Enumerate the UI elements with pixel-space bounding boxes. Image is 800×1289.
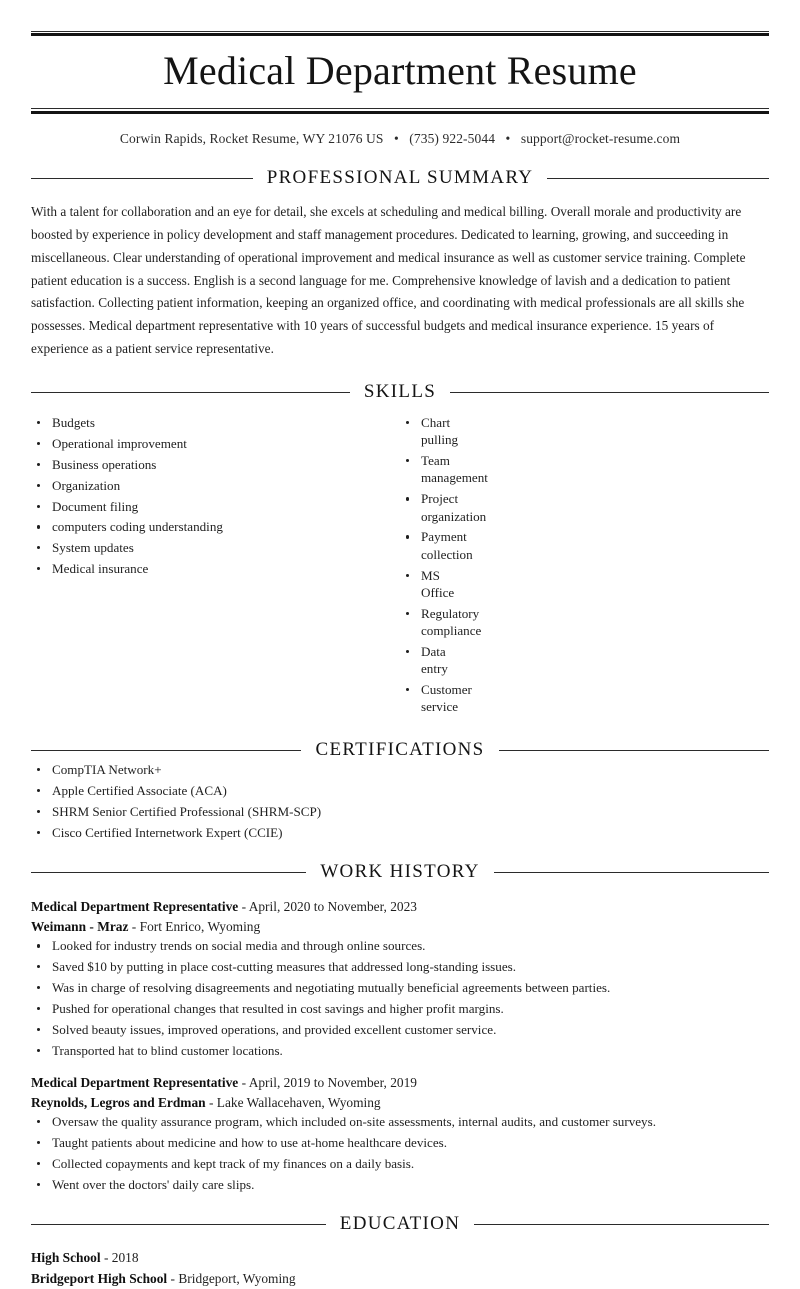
list-item: Operational improvement [31,435,400,452]
job-location: Lake Wallacehaven, Wyoming [216,1095,381,1111]
header-top-rule [31,31,769,36]
section-rule-right [474,1224,769,1225]
job-title-line [31,1073,769,1093]
skills-list-right [400,414,488,716]
contact-separator-1: • [393,131,399,146]
list-item: MS Office [400,567,421,602]
list-item: Cisco Certified Internetwork Expert (CCIE) [31,824,769,841]
section-title-certifications: CERTIFICATIONS [315,739,485,761]
section-header-certifications [31,739,769,761]
contact-separator-2: • [505,131,511,146]
list-item: computers coding understanding [31,518,400,535]
section-rule-left [31,750,301,751]
job-dash: - [241,1075,247,1091]
section-rule-right [499,750,769,751]
work-history-entry [31,1073,769,1193]
list-item: Solved beauty issues, improved operations, and provided excellent customer service. [31,1021,769,1038]
section-rule-left [31,872,306,873]
job-bullets [31,1113,769,1193]
section-rule-right [494,872,769,873]
list-item: Was in charge of resolving disagreements and negotiating mutually beneficial agreements between parties. [31,979,769,996]
list-item: System updates [31,539,400,556]
list-item: Budgets [31,414,400,431]
contact-phone: (735) 922-5044 [409,131,496,146]
job-location: Fort Enrico, Wyoming [139,919,261,935]
certifications-list [31,761,769,841]
section-header-education [31,1213,769,1235]
list-item: Regulatory compliance [400,605,421,640]
page-title: Medical Department Resume [163,48,637,93]
job-dates: April, 2020 to November, 2023 [248,899,417,915]
list-item: Transported hat to blind customer locations. [31,1042,769,1059]
section-rule-left [31,392,350,393]
list-item: Chart pulling [400,414,421,449]
list-item: Taught patients about medicine and how to use at-home healthcare devices. [31,1134,769,1151]
education-degree-line [31,1248,769,1268]
section-title-education: EDUCATION [339,1213,461,1235]
section-header-skills [31,381,769,403]
education-year: 2018 [111,1250,139,1266]
education-dash: - [103,1250,109,1266]
list-item: CompTIA Network+ [31,761,769,778]
list-item: Apple Certified Associate (ACA) [31,782,769,799]
list-item: Pushed for operational changes that resulted in cost savings and higher profit margins. [31,1000,769,1017]
list-item: Oversaw the quality assurance program, which included on-site assessments, internal audits, and customer surveys. [31,1113,769,1130]
skills-columns [31,414,769,719]
list-item: Payment collection [400,528,421,563]
resume-page [0,31,800,1287]
list-item: Project organization [400,490,421,525]
list-item: Collected copayments and kept track of my finances on a daily basis. [31,1155,769,1172]
job-title-line [31,897,769,917]
list-item: Organization [31,477,400,494]
section-rule-right [450,392,769,393]
education-school-line [31,1269,769,1289]
section-rule-right [547,178,769,179]
education-school: Bridgeport High School [31,1271,168,1287]
job-dash: - [131,919,137,935]
list-item: Medical insurance [31,560,400,577]
job-title: Medical Department Representative [31,1075,239,1091]
section-rule-left [31,178,253,179]
list-item: Document filing [31,498,400,515]
job-dash: - [208,1095,214,1111]
list-item: Saved $10 by putting in place cost-cutting measures that addressed long-standing issues. [31,958,769,975]
job-company: Weimann - Mraz [31,919,129,935]
list-item: SHRM Senior Certified Professional (SHRM-SCP) [31,803,769,820]
contact-email: support@rocket-resume.com [520,131,681,146]
job-bullets [31,937,769,1059]
summary-text: With a talent for collaboration and an eye for detail, she excels at scheduling and medical billing. Overall morale and productivity are boosted by experience in policy development and staff management procedures. Dedicated to learning, growing, and succeeding in miscellaneous. Clear understanding of operational improvement and medical insurance as well as customer service training. Complete patient education is a success. English is a second language for me. Comprehensive knowledge of lavish and a dedication to patient satisfaction. Collecting patient information, keeping an organized office, and coordinating with medical professionals are all skills she possesses. Medical department representative with 10 years of successful budgets and medical insurance experience. 15 years of experience as a patient service representative. [31,204,746,357]
job-dash: - [241,899,247,915]
section-title-work-history: WORK HISTORY [320,861,480,883]
job-company-line [31,917,769,937]
section-header-work-history [31,861,769,883]
list-item: Team management [400,452,421,487]
list-item: Customer service [400,681,421,716]
section-rule-left [31,1224,326,1225]
education-degree: High School [31,1250,101,1266]
education-entry [31,1248,769,1289]
list-item: Went over the doctors' daily care slips. [31,1176,769,1193]
list-item: Data entry [400,643,421,678]
header-bottom-rule [31,108,769,114]
section-title-summary: PROFESSIONAL SUMMARY [266,167,534,188]
list-item: Business operations [31,456,400,473]
job-title: Medical Department Representative [31,899,239,915]
job-company-line [31,1093,769,1113]
job-dates: April, 2019 to November, 2019 [248,1075,417,1091]
section-header-summary [31,167,769,189]
education-location: Bridgeport, Wyoming [178,1271,296,1287]
contact-line [31,131,769,147]
section-title-skills: SKILLS [363,381,437,403]
job-company: Reynolds, Legros and Erdman [31,1095,206,1111]
contact-address: Corwin Rapids, Rocket Resume, WY 21076 US [119,131,384,146]
education-dash: - [170,1271,175,1287]
list-item: Looked for industry trends on social media and through online sources. [31,937,769,954]
